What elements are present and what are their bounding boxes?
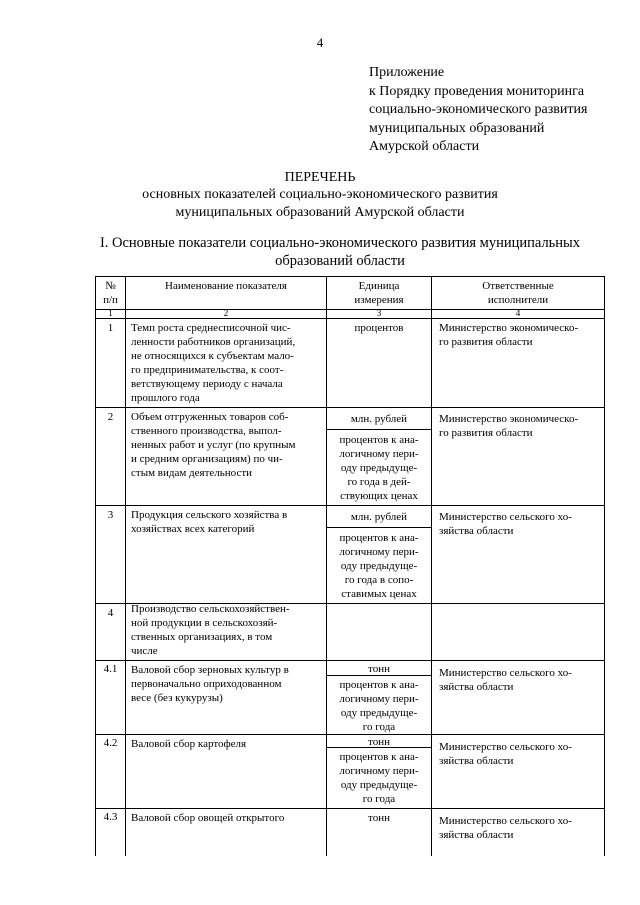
resp-line: Министерство экономическо-	[439, 322, 579, 334]
unit-line: оду предыдуще-	[340, 560, 418, 572]
section-line: I. Основные показатели социально-экономического развития муниципальных	[99, 235, 581, 251]
indicator-name	[131, 663, 323, 705]
unit-line: оду предыдуще-	[340, 462, 418, 474]
unit-line: ставимых ценах	[341, 588, 417, 600]
unit-line: го года в дей-	[347, 476, 411, 488]
header-resp	[432, 279, 604, 307]
col-number: 3	[376, 308, 382, 318]
row-number: 4.1	[103, 663, 118, 675]
indicator-name	[131, 811, 323, 825]
name-line: ственных организациях, в том	[131, 631, 273, 643]
subtitle-line: муниципальных образований Амурской области	[175, 205, 465, 220]
col-number: 1	[108, 308, 113, 318]
resp-line: зяйства области	[439, 681, 514, 693]
responsible-cell	[439, 321, 603, 349]
row-number: 1	[107, 322, 114, 334]
name-line: Объем отгруженных товаров соб-	[131, 411, 289, 423]
unit-line: процентов к ана-	[339, 434, 419, 446]
name-line: хозяйствах всех категорий	[131, 523, 255, 535]
document-subtitle	[0, 186, 640, 222]
indicators-table	[95, 276, 605, 856]
name-line: Продукция сельского хозяйства в	[131, 509, 288, 521]
name-line: ненных работ и услуг (по крупным	[131, 439, 296, 451]
name-line: первоначально оприходованном	[131, 678, 282, 690]
unit-line: тонн	[368, 812, 390, 824]
resp-line: Министерство сельского хо-	[439, 815, 572, 827]
name-line: и средним организациям) по чи-	[131, 453, 283, 465]
subtitle-line: основных показателей социально-экономического развития	[142, 187, 498, 202]
resp-line: Министерство сельского хо-	[439, 741, 572, 753]
appendix-line: Приложение	[369, 65, 445, 80]
header-text: Единица	[358, 280, 400, 292]
unit-line: оду предыдуще-	[340, 779, 418, 791]
name-line: ственного производства, выпол-	[131, 425, 282, 437]
section-line: образований области	[275, 253, 405, 269]
name-line: Валовой сбор овощей открытого	[131, 812, 285, 824]
appendix-line: муниципальных образований	[369, 120, 545, 136]
unit-cell	[327, 321, 431, 335]
name-line: стым видам деятельности	[131, 467, 253, 479]
resp-line: Министерство экономическо-	[439, 413, 579, 425]
row-number: 2	[107, 411, 114, 423]
resp-line: го развития области	[439, 427, 533, 439]
unit-cell	[327, 735, 431, 749]
indicator-name	[131, 410, 323, 480]
appendix-block	[369, 64, 587, 157]
header-text: Ответственные	[482, 280, 554, 292]
unit-line: тонн	[368, 663, 390, 675]
resp-line: го развития области	[439, 336, 533, 348]
row-number: 3	[107, 509, 114, 521]
responsible-cell	[439, 510, 603, 538]
header-text: измерения	[354, 294, 404, 306]
name-line: Темп роста среднесписочной чис-	[131, 322, 291, 334]
unit-cell	[327, 412, 431, 426]
col-number: 4	[515, 308, 521, 318]
unit-cell	[327, 510, 431, 524]
col-number: 2	[223, 308, 229, 318]
unit-cell	[327, 662, 431, 676]
indicator-name	[131, 321, 323, 405]
appendix-line: социально-экономического развития	[369, 102, 588, 117]
row-number: 4.2	[103, 737, 118, 749]
name-line: не относящихся к субъектам мало-	[131, 350, 294, 362]
resp-line: зяйства области	[439, 755, 514, 767]
unit-line: го года	[362, 721, 396, 733]
unit-line: ствующих ценах	[340, 490, 418, 502]
unit-line: процентов	[354, 322, 404, 334]
header-text: исполнители	[487, 294, 549, 306]
header-text: п/п	[103, 294, 118, 306]
unit-cell	[327, 678, 431, 734]
responsible-cell	[439, 814, 603, 842]
indicator-name	[131, 508, 323, 536]
indicator-name	[131, 737, 323, 751]
name-line: прошлого года	[131, 392, 200, 404]
document-title: ПЕРЕЧЕНЬ	[284, 170, 356, 185]
unit-line: логичному пери-	[339, 765, 419, 777]
page-number: 4	[316, 35, 324, 50]
resp-line: зяйства области	[439, 829, 514, 841]
unit-line: процентов к ана-	[339, 751, 419, 763]
header-unit	[327, 279, 431, 307]
name-line: ленности работников организаций,	[131, 336, 296, 348]
name-line: числе	[131, 645, 158, 657]
name-line: ветствующему периоду с начала	[131, 378, 283, 390]
name-line: Производство сельскохозяйствен-	[131, 603, 290, 615]
unit-line: го года в сопо-	[344, 574, 414, 586]
name-line: весе (без кукурузы)	[131, 692, 223, 704]
resp-line: Министерство сельского хо-	[439, 667, 572, 679]
unit-line: логичному пери-	[339, 448, 419, 460]
header-name: Наименование показателя	[165, 280, 287, 292]
section-heading	[60, 234, 620, 270]
unit-line: млн. рублей	[350, 413, 408, 425]
responsible-cell	[439, 666, 603, 694]
appendix-line: Амурской области	[369, 139, 480, 154]
unit-line: процентов к ана-	[339, 532, 419, 544]
header-num	[95, 279, 126, 307]
name-line: Валовой сбор картофеля	[131, 738, 247, 750]
unit-line: логичному пери-	[339, 546, 419, 558]
unit-line: логичному пери-	[339, 693, 419, 705]
responsible-cell	[439, 412, 603, 440]
row-number: 4	[107, 607, 114, 619]
resp-line: зяйства области	[439, 525, 514, 537]
name-line: ной продукции в сельскохозяй-	[131, 617, 278, 629]
unit-line: оду предыдуще-	[340, 707, 418, 719]
resp-line: Министерство сельского хо-	[439, 511, 572, 523]
name-line: го предпринимательства, к соот-	[131, 364, 284, 376]
unit-line: тонн	[368, 736, 390, 748]
name-line: Валовой сбор зерновых культур в	[131, 664, 289, 676]
indicator-name	[131, 602, 323, 658]
responsible-cell	[439, 740, 603, 768]
appendix-line: к Порядку проведения мониторинга	[369, 83, 585, 99]
unit-cell	[327, 531, 431, 601]
unit-cell	[327, 750, 431, 806]
unit-cell	[327, 433, 431, 503]
header-text: №	[105, 280, 116, 292]
unit-line: го года	[362, 793, 396, 805]
unit-line: млн. рублей	[350, 511, 408, 523]
unit-cell	[327, 811, 431, 825]
row-number: 4.3	[103, 811, 118, 823]
unit-line: процентов к ана-	[339, 679, 419, 691]
